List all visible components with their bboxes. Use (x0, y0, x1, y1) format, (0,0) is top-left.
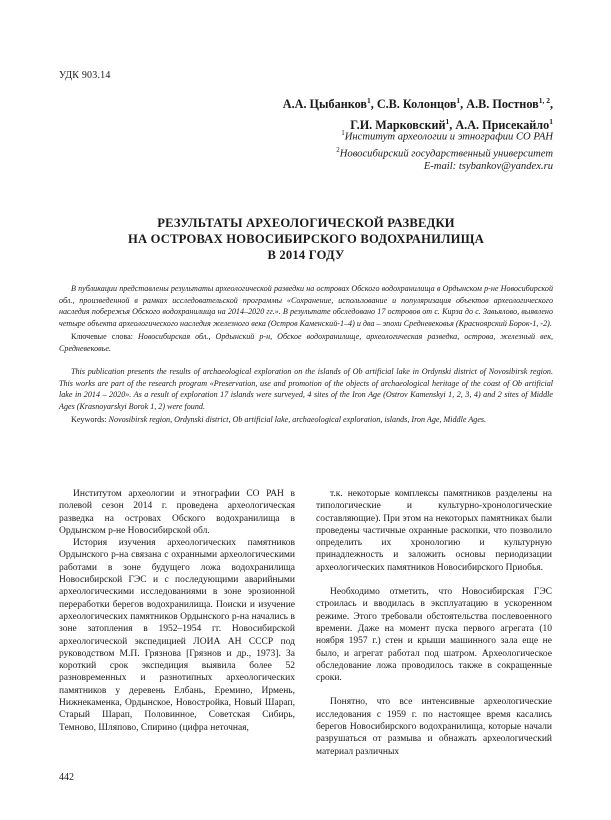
author-affil-mark: 1 (456, 96, 461, 105)
author-name: А.А. Присекайло (455, 118, 550, 133)
affiliation-2 (336, 144, 553, 161)
author-separator: , (549, 97, 553, 112)
author-affil-mark: 1 (445, 117, 450, 127)
author-affil-mark: 1 (549, 117, 553, 127)
affiliation-text: Институт археологии и этнографии СО РАН (344, 131, 553, 143)
body-column-left (59, 488, 295, 734)
author-separator: , (370, 97, 377, 112)
body-paragraph: т.к. некоторые комплексы памятников разделены на типологические и культурно-хронологические составляющие). При этом на некоторых памятниках были проведены частичные охранные раскопки, что позволило определить их хронологию и культурную принадлежность и заложить основы периодизации археологических памятников Новосибирского Приобья. (316, 489, 552, 573)
page-number: 442 (59, 772, 74, 783)
body-paragraph: Необходимо отметить, что Новосибирская ГЭС строилась и вводилась в эксплуатацию в ускоренном режиме. Этого требовали обстоятельства послевоенного времени. Даже на момент пуска первого агрегата (10 ноября 1957 г.) стен и крыши машинного зала еще не было, и агрегат работал под шатром. Археологическое обследование ложа проводилось также в сокращенные сроки. (316, 587, 552, 684)
title-line-3: В 2014 ГОДУ (267, 248, 345, 262)
abstract-english (59, 366, 553, 426)
abstract-text: В публикации представлены результаты археологической разведки на островах Обского водохранилища в Ордынском р-не Новосибирской обл., произведенной в рамках исследовательской программы «Сохранение, использование и популяризация объектов археологического наследия побережья Обского водохранилища на 2014–2020 гг.». В результате обследовано 17 островов от с. Кирза до с. Завьялово, выявлено четыре объекта археологического наследия железного века (Остров Каменский-1–4) и два – эпохи Средневековья (Красноярский Борок-1, -2). (59, 284, 553, 328)
author-email: E-mail: tsybankov@yandex.ru (423, 161, 553, 173)
author-separator: , (460, 97, 467, 112)
title-line-2: НА ОСТРОВАХ НОВОСИБИРСКОГО ВОДОХРАНИЛИЩА (127, 232, 484, 246)
author-name: Г.И. Марковский (350, 118, 446, 133)
affiliation-mark: 1 (341, 129, 345, 137)
affiliation-mark: 2 (336, 145, 340, 154)
keywords-line (59, 331, 553, 354)
keywords-line (59, 414, 553, 426)
keywords-label: Ключевые слова: (71, 332, 133, 341)
body-paragraph: Институтом археологии и этнографии СО РАН в полевой сезон 2014 г. проведена археологическая разведка на островах Обского водохранилища в Ордынском р-не Новосибирской обл. (59, 489, 295, 536)
body-column-right (316, 488, 552, 758)
authors-line-1 (283, 92, 553, 113)
article-title (59, 215, 553, 263)
author-separator: , (449, 118, 456, 133)
author-affil-mark: 1 (366, 96, 371, 105)
body-paragraph: Понятно, что все интенсивные археологические исследования с 1959 г. по настоящее время касались берегов Новосибирского водохранилища, которые начали разрушаться от размыва и обнажать археологический материал различных (316, 697, 552, 757)
author-name: А.А. Цыбанков (282, 97, 367, 112)
udk-code: УДК 903.14 (59, 70, 111, 81)
author-name: А.В. Постнов (466, 97, 539, 112)
keywords-label: Keywords: (71, 415, 107, 424)
title-line-1: РЕЗУЛЬТАТЫ АРХЕОЛОГИЧЕСКОЙ РАЗВЕДКИ (157, 216, 455, 230)
affiliation-1 (336, 127, 553, 144)
author-affil-mark: 1, 2 (538, 96, 550, 105)
abstract-text: This publication presents the results of archaeological exploration on the islands of Ob artificial lake in Ordynski district of Novosibirsk region. This works are part of the research program «Preservation, use and promotion of the objects of archaeological heritage of the coast of Ob artificial lake in 2014 – 2020». As a result of exploration 17 islands were surveyed, 4 sites of the Iron Age (Ostrov Kamenskyi 1, 2, 3, 4) and 2 sites of Middle Ages (Krasnoyarskyi Borok 1, 2) were found. (59, 367, 553, 411)
keywords-list: Novosibirsk region, Ordynski district, Ob artificial lake, archaeological exploration, islands, Iron Age, Middle Ages. (108, 415, 487, 424)
affiliations-block (336, 127, 553, 173)
abstract-russian (59, 283, 553, 354)
keywords-list: Новосибирская обл., Ордынский р-н, Обское водохранилище, археологическая разведка, острова, железный век, Средневековье. (59, 332, 553, 353)
body-paragraph: История изучения археологических памятников Ордынского р-на связана с охранными археологическими работами в зоне будущего ложа водохранилища Новосибирской ГЭС и с последующими аварийными археологическими исследованиями в зоне эрозионной переработки берегов водохранилища. Поиски и изучение археологических памятников Ордынского р-на начались в зоне затопления в 1952–1954 гг. Новосибирской археологической экспедицией ЛОИА АН СССР под руководством М.П. Грязнова [Грязнов и др., 1973]. За короткий срок экспедиция выявила более 52 разновременных и разнотипных археологических памятников у деревень Елбань, Еремино, Ирмень, Нижнекаменка, Ордынское, Новостройка, Новый Шарап, Старый Шарап, Половинное, Советская Сибирь, Темново, Шляпово, Спирино (цифра неточная, (59, 538, 295, 733)
affiliation-text: Новосибирский государственный университет (339, 148, 553, 160)
author-name: С.В. Колонцов (376, 97, 457, 112)
